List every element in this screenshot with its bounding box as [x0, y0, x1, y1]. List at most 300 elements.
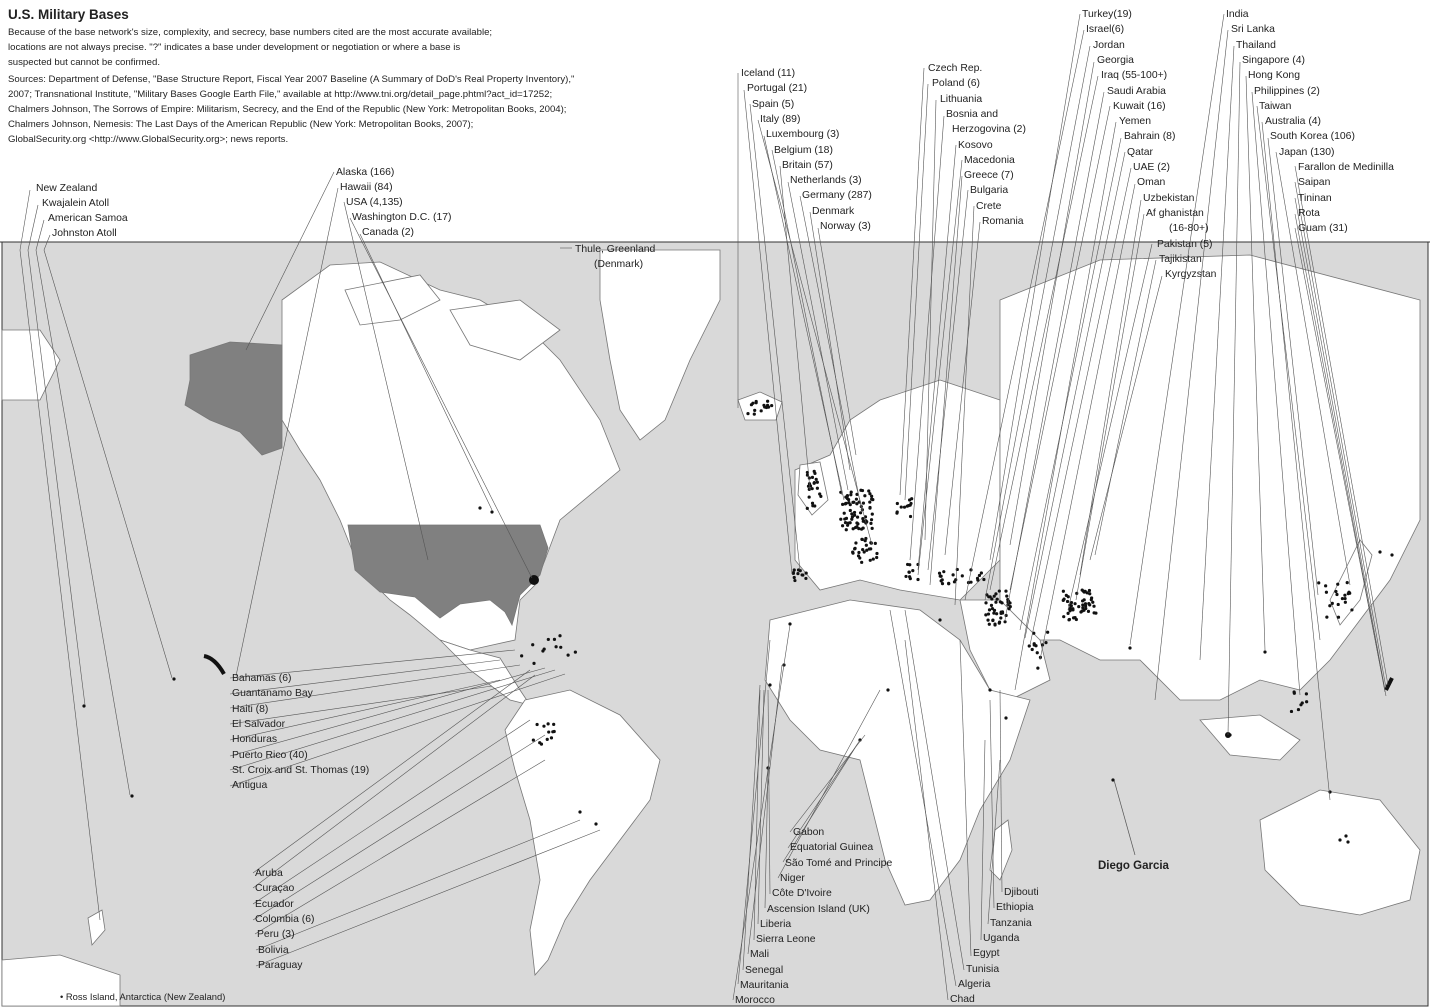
- base-marker: [800, 573, 803, 576]
- label-kwajalein-atoll: Kwajalein Atoll: [42, 198, 110, 209]
- label-macedonia: Macedonia: [964, 154, 1015, 166]
- base-marker: [1081, 606, 1084, 609]
- base-marker: [1077, 605, 1080, 608]
- base-marker: [886, 688, 889, 691]
- label-ascension-island-uk: Ascension Island (UK): [767, 903, 870, 915]
- label-herzogovina-2: Herzogovina (2): [952, 124, 1026, 136]
- label-guam-31: Guam (31): [1298, 223, 1348, 235]
- subtitle-line: suspected but cannot be confirmed.: [8, 57, 160, 68]
- label-aruba: Aruba: [255, 868, 283, 879]
- base-marker: [1005, 595, 1008, 598]
- base-marker: [991, 618, 994, 621]
- label-c-te-d-ivoire: Côte D'Ivoire: [772, 888, 832, 900]
- base-marker: [1066, 600, 1069, 603]
- base-marker: [1337, 603, 1340, 606]
- label-djibouti: Djibouti: [1004, 887, 1039, 898]
- label-mali: Mali: [750, 949, 770, 961]
- base-marker: [1087, 602, 1090, 605]
- base-marker: [844, 502, 847, 505]
- base-marker: [1091, 601, 1094, 604]
- base-marker: [1093, 611, 1096, 614]
- base-marker: [980, 571, 983, 574]
- base-marker: [870, 518, 873, 521]
- base-marker: [816, 487, 819, 490]
- base-marker: [1378, 550, 1381, 553]
- label-cura-ao: Curaçao: [255, 883, 295, 895]
- base-marker: [172, 677, 175, 680]
- label-belgium-18: Belgium (18): [774, 144, 833, 156]
- label-ethiopia: Ethiopia: [996, 902, 1034, 914]
- base-marker: [868, 547, 871, 550]
- label-yemen: Yemen: [1119, 116, 1151, 128]
- base-marker: [916, 578, 919, 581]
- base-marker: [941, 582, 944, 585]
- label-iraq-55-100: Iraq (55-100+): [1101, 70, 1168, 82]
- base-marker: [1003, 620, 1006, 623]
- source-line: Sources: Department of Defense, "Base Structure Report, Fiscal Year 2007 Baseline (A Summary of DoD's Real Property Inventory),": [8, 74, 575, 85]
- label-equatorial-guinea: Equatorial Guinea: [790, 842, 874, 854]
- label-portugal-21: Portugal (21): [747, 83, 808, 95]
- base-marker: [953, 580, 956, 583]
- base-marker: [1065, 594, 1068, 597]
- label-oman: Oman: [1137, 177, 1166, 189]
- base-marker: [808, 476, 811, 479]
- base-marker: [858, 556, 861, 559]
- base-marker: [532, 738, 535, 741]
- label-bosnia-and: Bosnia and: [946, 108, 998, 120]
- base-marker: [546, 738, 549, 741]
- label-washington-d-c-17: Washington D.C. (17): [352, 212, 452, 223]
- base-marker: [1088, 589, 1091, 592]
- base-marker: [841, 503, 844, 506]
- base-marker: [1084, 607, 1087, 610]
- base-marker: [859, 489, 862, 492]
- base-marker: [850, 491, 853, 494]
- label-netherlands-3: Netherlands (3): [790, 175, 862, 187]
- label-poland-6: Poland (6): [932, 78, 980, 90]
- label-iceland-11: Iceland (11): [741, 68, 796, 79]
- base-marker: [863, 494, 866, 497]
- washington-dc-marker: [529, 575, 539, 585]
- subtitle-line: locations are not always precise. "?" indicates a base under development or negotiation or where a base is: [8, 42, 461, 53]
- base-marker: [865, 544, 868, 547]
- label-sierra-leone: Sierra Leone: [756, 934, 816, 946]
- label-af-ghanistan: Af ghanistan: [1146, 207, 1204, 219]
- base-marker: [1004, 716, 1007, 719]
- base-marker: [984, 613, 987, 616]
- label-alaska-166: Alaska (166): [336, 167, 395, 178]
- base-marker: [520, 654, 523, 657]
- base-marker: [854, 541, 857, 544]
- base-marker: [809, 484, 812, 487]
- label-s-o-tom-and-principe: São Tomé and Principe: [785, 857, 893, 869]
- base-marker: [1301, 701, 1304, 704]
- base-marker: [1072, 616, 1075, 619]
- base-marker: [594, 822, 597, 825]
- base-marker: [1028, 644, 1031, 647]
- base-marker: [1062, 599, 1065, 602]
- label-tajikistan: Tajikistan: [1159, 253, 1202, 265]
- base-marker: [806, 507, 809, 510]
- base-marker: [1044, 641, 1047, 644]
- base-marker: [1328, 604, 1331, 607]
- label-guantanamo-bay: Guantanamo Bay: [232, 688, 313, 700]
- label-hong-kong: Hong Kong: [1248, 70, 1300, 82]
- base-marker: [872, 557, 875, 560]
- base-marker: [1088, 592, 1091, 595]
- base-marker: [1290, 710, 1293, 713]
- label-ross-island-antarctica: • Ross Island, Antarctica (New Zealand): [60, 991, 226, 1002]
- base-marker: [862, 527, 865, 530]
- label-denmark: Denmark: [812, 205, 855, 217]
- base-marker: [903, 506, 906, 509]
- base-marker: [875, 552, 878, 555]
- base-marker: [1331, 602, 1334, 605]
- base-marker: [796, 572, 799, 575]
- label-chad: Chad: [950, 994, 975, 1006]
- label-gabon: Gabon: [793, 827, 825, 838]
- base-marker: [976, 579, 979, 582]
- base-marker: [1346, 840, 1349, 843]
- base-marker: [1305, 692, 1308, 695]
- base-marker: [1066, 612, 1069, 615]
- base-marker: [1338, 838, 1341, 841]
- base-marker: [746, 412, 749, 415]
- base-marker: [1346, 581, 1349, 584]
- base-marker: [1092, 605, 1095, 608]
- source-line: Chalmers Johnson, Nemesis: The Last Days of the American Republic (New York: Metropolitan Books, 2007);: [8, 119, 474, 130]
- base-marker: [857, 551, 860, 554]
- label-lithuania: Lithuania: [940, 93, 983, 105]
- label-ecuador: Ecuador: [255, 898, 294, 910]
- base-marker: [847, 498, 850, 501]
- base-marker: [1341, 597, 1344, 600]
- base-marker: [815, 478, 818, 481]
- base-marker: [1083, 598, 1086, 601]
- base-marker: [1335, 593, 1338, 596]
- label-senegal: Senegal: [745, 964, 784, 976]
- base-marker: [908, 575, 911, 578]
- base-marker: [1033, 642, 1036, 645]
- label-honduras: Honduras: [232, 734, 278, 746]
- base-marker: [998, 589, 1001, 592]
- map-title: U.S. Military Bases: [8, 7, 129, 22]
- label-farallon-de-medinilla: Farallon de Medinilla: [1298, 162, 1394, 173]
- base-marker: [988, 688, 991, 691]
- label-sri-lanka: Sri Lanka: [1231, 24, 1275, 36]
- base-marker: [988, 608, 991, 611]
- label-luxembourg-3: Luxembourg (3): [766, 129, 840, 141]
- base-marker: [896, 502, 899, 505]
- base-marker: [1071, 607, 1074, 610]
- base-marker: [768, 683, 771, 686]
- base-marker: [1036, 667, 1039, 670]
- base-marker: [956, 568, 959, 571]
- base-marker: [868, 507, 871, 510]
- label-tanzania: Tanzania: [990, 917, 1032, 929]
- label-liberia: Liberia: [760, 918, 792, 930]
- label-romania: Romania: [982, 216, 1024, 227]
- base-marker: [844, 521, 847, 524]
- base-marker: [1317, 581, 1320, 584]
- label-rota: Rota: [1298, 207, 1320, 219]
- base-marker: [896, 510, 899, 513]
- base-marker: [871, 513, 874, 516]
- base-marker: [1081, 603, 1084, 606]
- base-marker: [849, 509, 852, 512]
- base-marker: [990, 604, 993, 607]
- base-marker: [1008, 601, 1011, 604]
- label-georgia: Georgia: [1097, 54, 1134, 66]
- label-new-zealand: New Zealand: [36, 183, 98, 194]
- base-marker: [870, 497, 873, 500]
- base-marker: [1325, 616, 1328, 619]
- base-marker: [1297, 708, 1300, 711]
- label-jordan: Jordan: [1093, 39, 1125, 51]
- base-marker: [763, 405, 766, 408]
- label-norway-3: Norway (3): [820, 221, 871, 232]
- base-marker: [755, 401, 758, 404]
- base-marker: [1325, 591, 1328, 594]
- label-britain-57: Britain (57): [782, 159, 833, 171]
- label-niger: Niger: [780, 872, 805, 884]
- base-marker: [1337, 616, 1340, 619]
- base-marker: [1081, 609, 1084, 612]
- label-16-80: (16-80+): [1169, 223, 1209, 235]
- base-marker: [1068, 609, 1071, 612]
- label-australia-4: Australia (4): [1265, 116, 1322, 128]
- label-st-croix-and-st-thomas-19: St. Croix and St. Thomas (19): [232, 764, 370, 776]
- source-line: 2007; Transnational Institute, "Military Bases Google Earth File," available at http://www.tni.org/detail_page.phtml?act_id=17252;: [8, 89, 553, 100]
- base-marker: [813, 482, 816, 485]
- label-kosovo: Kosovo: [958, 139, 993, 151]
- base-marker: [1036, 651, 1039, 654]
- base-marker: [1062, 590, 1065, 593]
- base-marker: [855, 525, 858, 528]
- base-marker: [553, 730, 556, 733]
- base-marker: [855, 498, 858, 501]
- base-marker: [750, 403, 753, 406]
- label-peru-3: Peru (3): [257, 929, 295, 941]
- base-marker: [988, 623, 991, 626]
- base-marker: [853, 511, 856, 514]
- base-marker: [540, 742, 543, 745]
- base-marker: [995, 612, 998, 615]
- base-marker: [478, 506, 481, 509]
- label-kuwait-16: Kuwait (16): [1113, 100, 1166, 112]
- base-marker: [1083, 590, 1086, 593]
- base-marker: [543, 648, 546, 651]
- label-kyrgyzstan: Kyrgyzstan: [1165, 269, 1217, 281]
- base-marker: [942, 570, 945, 573]
- label-usa-4-135: USA (4,135): [346, 197, 403, 208]
- base-marker: [1347, 591, 1350, 594]
- base-marker: [996, 598, 999, 601]
- base-marker: [846, 494, 849, 497]
- base-marker: [860, 561, 863, 564]
- base-marker: [793, 576, 796, 579]
- base-marker: [1336, 583, 1339, 586]
- leader-line: [20, 190, 30, 250]
- label-saipan: Saipan: [1298, 177, 1331, 189]
- base-marker: [869, 559, 872, 562]
- base-marker: [547, 638, 550, 641]
- label-puerto-rico-40: Puerto Rico (40): [232, 749, 308, 761]
- base-marker: [850, 512, 853, 515]
- label-czech-rep: Czech Rep.: [928, 63, 983, 74]
- base-marker: [1305, 700, 1308, 703]
- base-marker: [555, 645, 558, 648]
- label-japan-130: Japan (130): [1279, 146, 1335, 158]
- base-marker: [542, 725, 545, 728]
- base-marker: [1343, 594, 1346, 597]
- base-marker: [908, 563, 911, 566]
- base-marker: [130, 794, 133, 797]
- map-header: [8, 6, 728, 147]
- label-india: India: [1226, 9, 1249, 20]
- base-marker: [862, 502, 865, 505]
- base-marker: [552, 723, 555, 726]
- base-marker: [1263, 650, 1266, 653]
- base-marker: [871, 527, 874, 530]
- base-marker: [849, 503, 852, 506]
- label-qatar: Qatar: [1127, 146, 1153, 158]
- label-hawaii-84: Hawaii (84): [340, 182, 393, 193]
- base-marker: [574, 651, 577, 654]
- base-marker: [987, 595, 990, 598]
- base-marker: [875, 556, 878, 559]
- source-line: GlobalSecurity.org <http://www.GlobalSecurity.org>; news reports.: [8, 134, 289, 145]
- label-colombia-6: Colombia (6): [255, 913, 315, 925]
- base-marker: [1075, 618, 1078, 621]
- base-marker: [550, 736, 553, 739]
- base-marker: [1087, 610, 1090, 613]
- base-marker: [863, 550, 866, 553]
- base-marker: [1001, 610, 1004, 613]
- base-marker: [864, 537, 867, 540]
- base-marker: [846, 524, 849, 527]
- label-algeria: Algeria: [958, 978, 991, 990]
- source-line: Chalmers Johnson, The Sorrows of Empire: Militarism, Secrecy, and the End of the Republic (New York: Metropolitan Books, 2004);: [8, 104, 567, 115]
- base-marker: [952, 573, 955, 576]
- label-denmark: (Denmark): [594, 259, 644, 270]
- label-tininan: Tininan: [1298, 192, 1332, 204]
- base-marker: [909, 515, 912, 518]
- base-marker: [869, 522, 872, 525]
- label-diego-garcia: Diego Garcia: [1098, 860, 1169, 872]
- base-marker: [1046, 631, 1049, 634]
- label-south-korea-106: South Korea (106): [1270, 131, 1355, 143]
- label-greece-7: Greece (7): [964, 170, 1014, 182]
- base-marker: [559, 646, 562, 649]
- base-marker: [939, 575, 942, 578]
- base-marker: [1067, 618, 1070, 621]
- base-marker: [811, 476, 814, 479]
- base-marker: [793, 579, 796, 582]
- base-marker: [839, 518, 842, 521]
- base-marker: [852, 501, 855, 504]
- label-el-salvador: El Salvador: [232, 718, 286, 730]
- base-marker: [793, 568, 796, 571]
- label-germany-287: Germany (287): [802, 190, 872, 202]
- base-marker: [531, 643, 534, 646]
- base-marker: [990, 597, 993, 600]
- base-marker: [766, 400, 769, 403]
- base-marker: [547, 730, 550, 733]
- base-marker: [1007, 607, 1010, 610]
- label-taiwan: Taiwan: [1259, 100, 1292, 112]
- base-marker: [907, 570, 910, 573]
- label-tunisia: Tunisia: [966, 963, 1000, 975]
- base-marker: [1344, 601, 1347, 604]
- base-marker: [770, 404, 773, 407]
- base-marker: [1390, 553, 1393, 556]
- label-paraguay: Paraguay: [258, 959, 303, 971]
- base-marker: [861, 538, 864, 541]
- base-marker: [845, 528, 848, 531]
- base-marker: [1334, 590, 1337, 593]
- base-marker: [907, 504, 910, 507]
- base-marker: [908, 498, 911, 501]
- base-marker: [1031, 648, 1034, 651]
- base-marker: [855, 521, 858, 524]
- base-marker: [843, 512, 846, 515]
- base-marker: [900, 505, 903, 508]
- base-marker: [947, 582, 950, 585]
- base-marker: [982, 578, 985, 581]
- base-marker: [1293, 692, 1296, 695]
- label-canada-2: Canada (2): [362, 227, 414, 238]
- base-marker: [999, 616, 1002, 619]
- label-bolivia: Bolivia: [258, 944, 289, 956]
- base-marker: [874, 542, 877, 545]
- base-marker: [853, 547, 856, 550]
- base-marker: [849, 521, 852, 524]
- base-marker: [1090, 596, 1093, 599]
- label-spain-5: Spain (5): [752, 98, 795, 110]
- base-marker: [911, 569, 914, 572]
- base-marker: [904, 575, 907, 578]
- base-marker: [1070, 604, 1073, 607]
- label-thailand: Thailand: [1236, 39, 1276, 51]
- base-marker: [753, 409, 756, 412]
- base-marker: [868, 492, 871, 495]
- base-marker: [547, 722, 550, 725]
- base-marker: [813, 504, 816, 507]
- base-marker: [1073, 602, 1076, 605]
- base-marker: [999, 600, 1002, 603]
- base-marker: [805, 571, 808, 574]
- base-marker: [998, 620, 1001, 623]
- label-uganda: Uganda: [983, 932, 1020, 944]
- base-marker: [818, 492, 821, 495]
- label-italy-89: Italy (89): [760, 113, 801, 125]
- base-marker: [753, 413, 756, 416]
- base-marker: [993, 595, 996, 598]
- label-morocco: Morocco: [735, 995, 775, 1007]
- label-bahamas-6: Bahamas (6): [232, 673, 292, 684]
- label-johnston-atoll: Johnston Atoll: [52, 228, 117, 239]
- base-marker: [1062, 615, 1065, 618]
- base-marker: [993, 623, 996, 626]
- label-israel-6: Israel(6): [1086, 24, 1125, 36]
- label-turkey-19: Turkey(19): [1082, 9, 1132, 20]
- base-marker: [1111, 778, 1114, 781]
- base-marker: [940, 579, 943, 582]
- label-bulgaria: Bulgaria: [970, 185, 1009, 197]
- base-marker: [851, 551, 854, 554]
- base-marker: [994, 601, 997, 604]
